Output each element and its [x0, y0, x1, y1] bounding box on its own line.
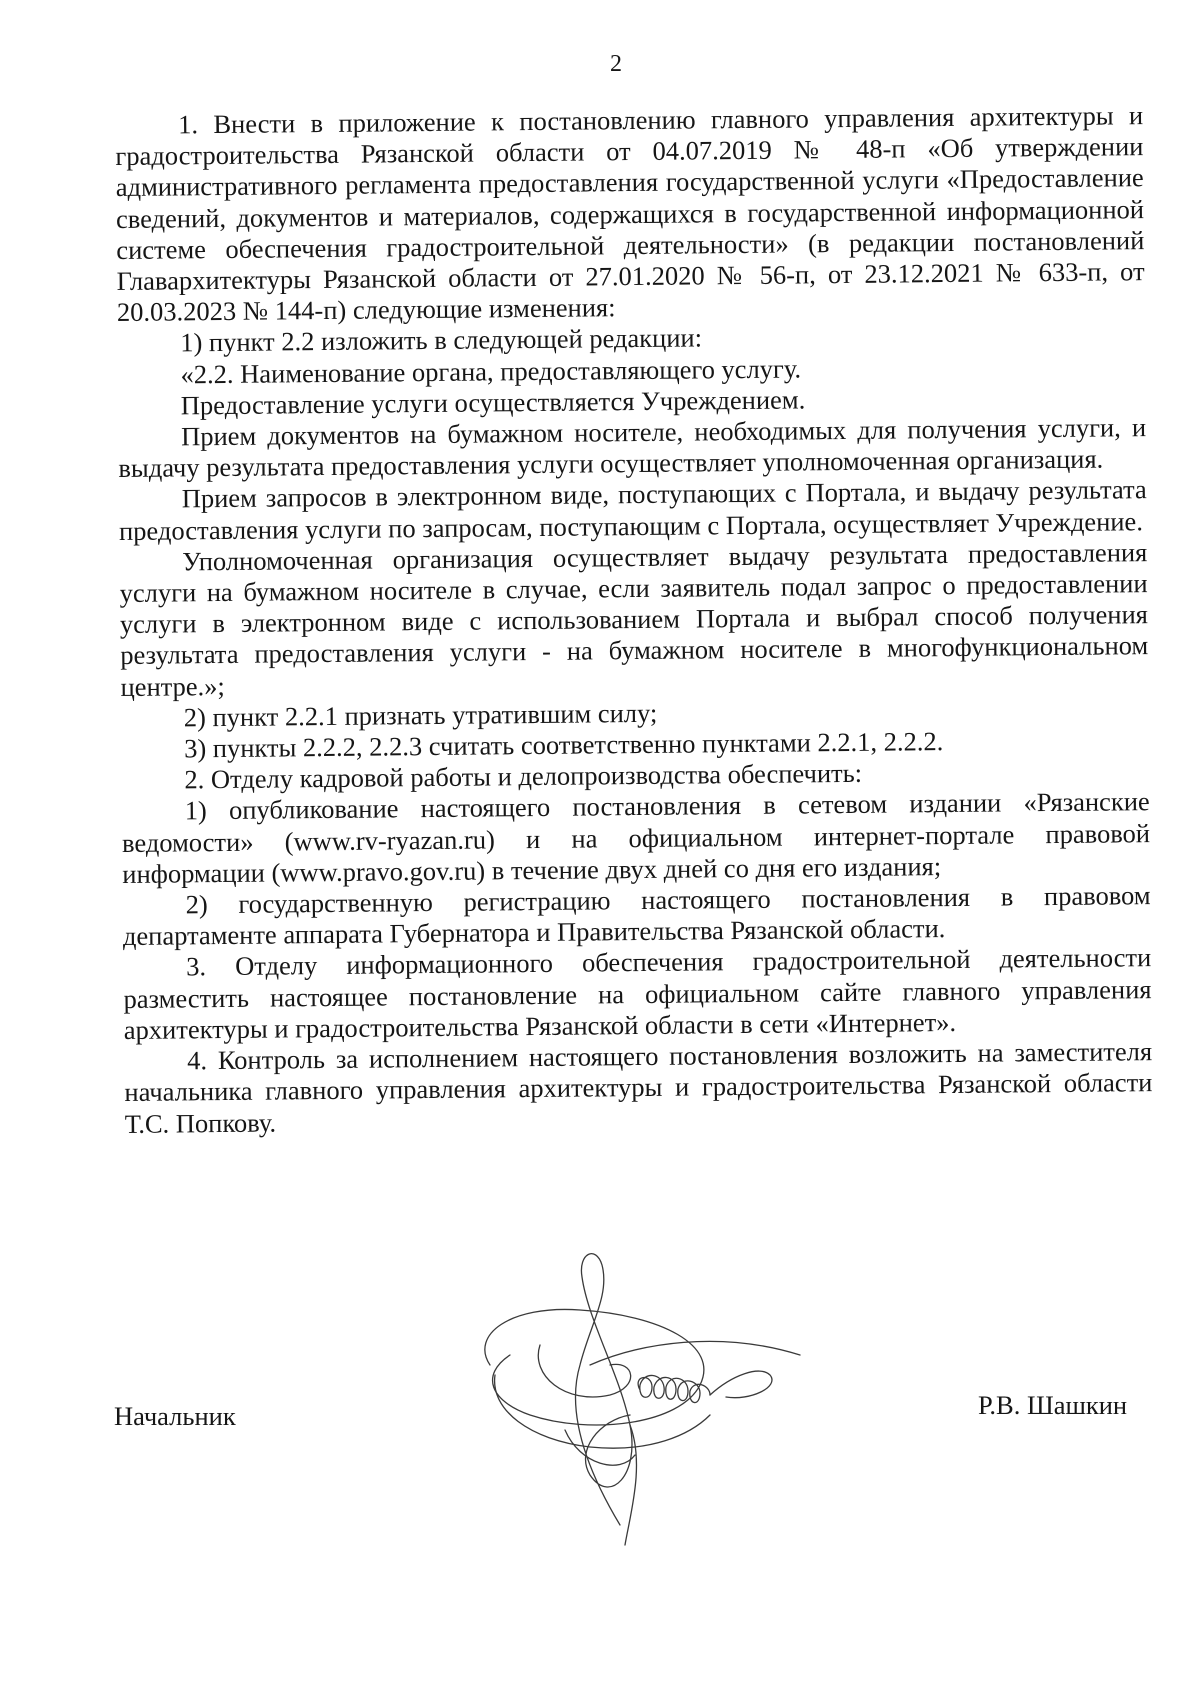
paragraph-item-2: 2. Отделу кадровой работы и делопроизводства обеспечить: [184, 758, 863, 795]
signer-name: Р.В. Шашкин [978, 1390, 1128, 1420]
handwritten-signature [470, 1225, 830, 1555]
document-body [115, 100, 1153, 1140]
paragraph-item-1-1: 1) пункт 2.2 изложить в следующей редакции: [180, 322, 703, 358]
paragraph-item-2-2-heading: «2.2. Наименование органа, предоставляющего услугу. [180, 353, 802, 390]
signer-position: Начальник [114, 1401, 236, 1431]
paragraph-provider: Предоставление услуги осуществляется Учреждением. [180, 384, 806, 421]
paragraph-electronic-requests: Прием запросов в электронном виде, поступающих с Портала, и выдачу результата предоставления услуги по запросам, поступающим с Портала, осуществляет Учреждение. [118, 474, 1147, 546]
paragraph-item-1: 1. Внести в приложение к постановлению главного управления архитектуры и градостроительства Рязанской области от 04.07.2019 № 48-п «Об утверждении административного регламента предоставления государственной услуги «Предоставление сведений, документов и материалов, содержащихся в государственной информационной системе обеспечения градостроительной деятельности» (в редакции постановлений Главархитектуры Рязанской области от 27.01.2020 № 56-п, от 23.12.2021 № 633-п, от 20.03.2023 № 144-п) следующие изменения: [115, 100, 1145, 328]
paragraph-paper-docs: Прием документов на бумажном носителе, необходимых для получения услуги, и выдачу результата предоставления услуги осуществляет уполномоченная организация. [118, 412, 1147, 484]
page-number: 2 [610, 51, 622, 77]
paragraph-item-4: 4. Контроль за исполнением настоящего постановления возложить на заместителя начальника главного управления архитектуры и градостроительства Рязанской области Т.С. Попкову. [124, 1036, 1153, 1139]
paragraph-authorized-org: Уполномоченная организация осуществляет выдачу результата предоставления услуги на бумажном носителе в случае, если заявитель подал запрос о предоставлении услуги в электронном виде с использованием Портала и выбрал способ получения результата предоставления услуги - на бумажном носителе в многофункциональном центре.»; [119, 536, 1149, 702]
paragraph-item-3: 3. Отделу информационного обеспечения градостроительной деятельности разместить настоящее постановление на официальном сайте главного управления архитектуры и градостроительства Рязанской области в сети «Интернет». [123, 942, 1152, 1045]
paragraph-item-1-3: 3) пункты 2.2.2, 2.2.3 считать соответственно пунктами 2.2.1, 2.2.2. [183, 726, 944, 764]
paragraph-item-2-2: 2) государственную регистрацию настоящего постановления в правовом департаменте аппарата Губернатора и Правительства Рязанской области. [122, 880, 1151, 952]
paragraph-item-2-1: 1) опубликование настоящего постановления в сетевом издании «Рязанские ведомости» (www.rv-ryazan.ru) и на официальном интернет-портале правовой информации (www.pravo.gov.ru) в течение двух дней со дня его издания; [121, 786, 1151, 889]
paragraph-item-1-2: 2) пункт 2.2.1 признать утратившим силу; [183, 697, 658, 733]
